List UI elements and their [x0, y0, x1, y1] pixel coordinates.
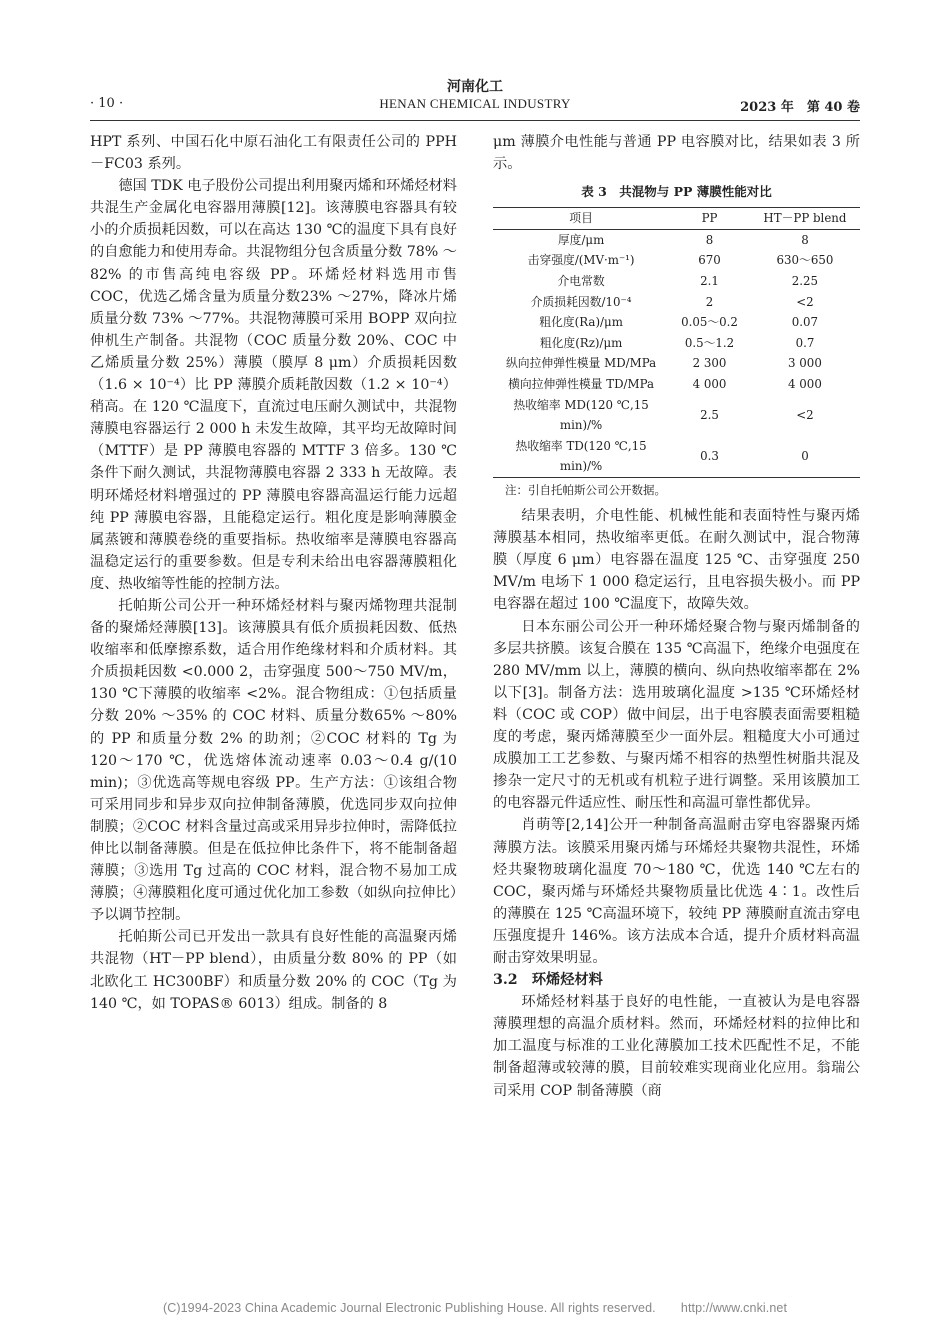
- table-cell: 0.5～1.2: [684, 335, 735, 350]
- table-row: [493, 229, 860, 250]
- table-cell: 热收缩率 TD(120 ℃,15 min)/%: [515, 438, 647, 474]
- table-cell: 670: [698, 253, 721, 268]
- table-cell: 纵向拉伸弹性模量 MD/MPa: [505, 356, 657, 371]
- table-cell: 2.25: [791, 274, 819, 289]
- properties-table: [493, 207, 860, 478]
- page-number: · 10 ·: [90, 96, 124, 111]
- paragraph: μm 薄膜介电性能与普通 PP 电容膜对比，结果如表 3 所示。: [493, 134, 860, 173]
- table-note: 注：引自托帕斯公司公开数据。: [505, 483, 666, 497]
- table-cell: 0.3: [700, 449, 719, 464]
- table-row: [493, 312, 860, 333]
- left-column: [90, 131, 457, 1015]
- journal-title-cn: 河南化工: [447, 79, 503, 95]
- paragraph: 肖萌等[2,14]公开一种制备高温耐击穿电容器聚丙烯薄膜方法。该膜采用聚丙烯与环烯烃共聚物共混性，环烯烃共聚物玻璃化温度 70～180 ℃，优选 140 ℃左右的 COC，聚丙烯与环烯烃共聚物质量比优选 4∶1。改性后的薄膜在 125 ℃高温环境下，较纯 PP 薄膜耐直流击穿电压强度提升 146%。该方法成本合适，提升介质材料高温耐击穿效果明显。: [493, 817, 860, 966]
- table-row: [493, 250, 860, 271]
- table-cell: 厚度/μm: [557, 232, 605, 247]
- section-heading: 3.2 环烯烃材料: [493, 972, 603, 989]
- table-cell: 介电常数: [557, 274, 605, 289]
- table-cell: 0: [801, 449, 809, 464]
- table-cell: 粗化度(Ra)/μm: [539, 315, 623, 330]
- paragraph: 日本东丽公司公开一种环烯烃聚合物与聚丙烯制备的多层共挤膜。该复合膜在 135 ℃高温下，绝缘介电强度在 280 MV/mm 以上，薄膜的横向、纵向热收缩率都在 2% 以下[3]。制备方法：选用玻璃化温度 >135 ℃环烯烃材料（COC 或 COP）做中间层，出于电容膜表面需要粗糙度的考虑，聚丙烯薄膜至少一面外层。粗糙度大小可通过成膜加工工艺参数、与聚丙烯不相容的热塑性树脂共混及掺杂一定尺寸的无机或有机粒子进行调整。采用该膜加工的电容器元件适应性、耐压性和高温可靠性都优异。: [493, 618, 860, 812]
- table-cell: 2 300: [692, 356, 727, 371]
- right-column: [493, 131, 860, 1102]
- year-volume: 2023 年 第 40 卷: [740, 100, 860, 115]
- table-cell: 0.7: [795, 335, 815, 350]
- table-row: [493, 292, 860, 313]
- table-cell: 热收缩率 MD(120 ℃,15 min)/%: [513, 397, 649, 433]
- table-cell: 8: [705, 232, 714, 247]
- table-cell: 0.07: [791, 315, 819, 330]
- paragraph: 德国 TDK 电子股份公司提出利用聚丙烯和环烯烃材料共混生产金属化电容器用薄膜[12]。该薄膜电容器具有较小的介质损耗因数，可以在高达 130 ℃的温度下具有良好的自愈能力和使用寿命。共混物组分包含质量分数 78% ～82% 的市售高纯电容级 PP。环烯烃材料选用市售 COC，优选乙烯含量为质量分数23% ～27%，降冰片烯质量分数 73% ～77%。共混物薄膜可采用 BOPP 双向拉伸机生产制备。共混物（COC 质量分数 20%、COC 中乙烯质量分数 25%）薄膜（膜厚 8 μm）介质损耗因数（1.6 × 10⁻⁴）比 PP 薄膜介质耗散因数（1.2 × 10⁻⁴）稍高。在 120 ℃温度下，直流过电压耐久测试中，共混物薄膜电容器运行 2 000 h 未发生故障，其平均无故障时间（MTTF）是 PP 薄膜电容器的 MTTF 3 倍多。130 ℃条件下耐久测试，共混物薄膜电容器 2 333 h 无故障。表明环烯烃材料增强过的 PP 薄膜电容器高温运行能力远超纯 PP 薄膜电容器，且能稳定运行。粗化度是影响薄膜金属蒸镀和薄膜卷绕的重要指标。热收缩率是薄膜电容器高温稳定运行的重要参数。但是专利未给出电容器薄膜粗化度、热收缩等性能的控制方法。: [90, 178, 457, 592]
- table-cell: 3 000: [788, 356, 822, 371]
- table-cell: 击穿强度/(MV·m⁻¹): [527, 253, 635, 268]
- table-cell: 8: [801, 232, 809, 247]
- paragraph: 环烯烃材料基于良好的电性能，一直被认为是电容器薄膜理想的高温介质材料。然而，环烯烃材料的拉伸比和加工温度与标准的工业化薄膜加工技术匹配性不足，不能制备超薄或较薄的膜，目前较难实现商业化应用。翁瑞公司采用 COP 制备薄膜（商: [493, 994, 860, 1099]
- journal-title-en: HENAN CHEMICAL INDUSTRY: [379, 96, 571, 111]
- paragraph: 托帕斯公司公开一种环烯烃材料与聚丙烯物理共混制备的聚烯烃薄膜[13]。该薄膜具有低介质损耗因数、低热收缩率和低摩擦系数，适合用作绝缘材料和介质材料。其介质损耗因数 <0.000 2，击穿强度 500～750 MV/m，130 ℃下薄膜的收缩率 <2%。混合物组成：①包括质量分数 20% ～35% 的 COC 材料、质量分数65% ～80% 的 PP 和质量分数 2% 的助剂；②COC 材料的 Tg 为 120～170 ℃，优选熔体流动速率 0.03～0.4 g/(10 min)；③优选高等规电容级 PP。生产方法：①该组合物可采用同步和异步双向拉伸制备薄膜，优选同步双向拉伸制膜；②COC 材料含量过高或采用异步拉伸时，需降低拉伸比以制备薄膜。但是在低拉伸比条件下，将不能制备超薄膜；③选用 Tg 过高的 COC 材料，混合物不易加工成薄膜；④薄膜粗化度可通过优化加工参数（如纵向拉伸比）予以调节控制。: [90, 597, 457, 924]
- table-cell: 粗化度(Rz)/μm: [539, 335, 623, 350]
- column-header: PP: [701, 211, 718, 226]
- table-cell: 0.05～0.2: [681, 315, 738, 330]
- copyright-footer: (C)1994-2023 China Academic Journal Electronic Publishing House. All rights reserved. http://www.cnki.net: [162, 1301, 788, 1315]
- table-cell: <2: [796, 407, 814, 422]
- table-cell: 2.5: [700, 407, 719, 422]
- paragraph: 托帕斯公司已开发出一款具有良好性能的高温聚丙烯共混物（HT－PP blend），由质量分数 80% 的 PP（如北欧化工 HC300BF）和质量分数 20% 的 COC（Tg 为 140 ℃，如 TOPAS® 6013）组成。制备的 8: [90, 929, 457, 1012]
- table-row: [493, 395, 860, 436]
- paragraph: HPT 系列、中国石化中原石油化工有限责任公司的 PPH－FC03 系列。: [90, 134, 457, 173]
- table-cell: 介质损耗因数/10⁻⁴: [530, 294, 632, 309]
- table-row: [493, 353, 860, 374]
- table-row: [493, 436, 860, 478]
- table-cell: 2: [705, 294, 714, 309]
- table-cell: 横向拉伸弹性模量 TD/MPa: [508, 377, 655, 392]
- table-cell: 4 000: [692, 377, 727, 392]
- table-cell: 2.1: [700, 274, 719, 289]
- table-cell: <2: [796, 294, 814, 309]
- paragraph: 结果表明，介电性能、机械性能和表面特性与聚丙烯薄膜基本相同，热收缩率更低。在耐久测试中，混合物薄膜（厚度 6 μm）电容器在温度 125 ℃、击穿强度 250 MV/m 电场下 1 000 稳定运行，且电容损失极小。而 PP 电容器在超过 100 ℃温度下，故障失效。: [493, 508, 860, 613]
- table-row: [493, 333, 860, 354]
- table-cell: 4 000: [788, 377, 822, 392]
- column-header: 项目: [569, 211, 593, 226]
- table-header-row: [493, 208, 860, 230]
- column-header: HT－PP blend: [763, 211, 847, 226]
- table-row: [493, 374, 860, 395]
- table-caption: 表 3 共混物与 PP 薄膜性能对比: [581, 184, 772, 200]
- table-cell: 630～650: [776, 253, 834, 268]
- table-row: [493, 271, 860, 292]
- header-rule: [90, 120, 860, 121]
- running-header: [90, 96, 860, 118]
